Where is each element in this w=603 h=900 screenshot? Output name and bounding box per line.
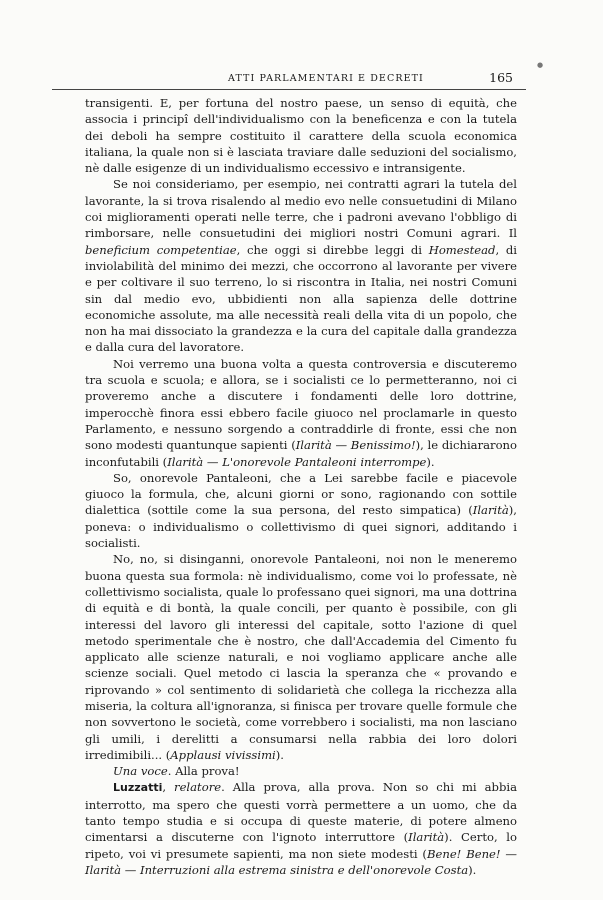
paragraph-3: Noi verremo una buona volta a questa controversia e discuteremo tra scuola e scuola; e allora, se i socialisti ce lo permetteranno, noi ci proveremo anche a discutere i fondamenti delle loro dottrine, imperocchè finora essi ebbero facile giuoco nel proclamarle in questo Parlamento, e nessuno sorgendo a contraddirle di fronte, essi che non sono modesti quantunque sapienti (Ilarità — Benissimo!), le dichiararono inconfutabili (Ilarità — L'onorevole Pantaleoni interrompe). xyxy=(85,356,517,469)
paragraph-5: No, no, si disinganni, onorevole Pantaleoni, noi non le meneremo buona questa sua formola: nè individualismo, come voi lo professate, nè collettivismo socialista, quale lo professano quei signori, ma una dottrina di equità e di bontà, la quale concili, per quanto è possibile, con gli interessi del lavoro gli interessi del capitale, sotto l'azione di quel metodo sperimentale che è nostro, che dall'Accademia del Cimento fu applicato alle scienze naturali, e noi vogliamo applicare anche alle scienze sociali. Quel metodo ci lascia la speranza che « provando e riprovando » col sentimento di solidarietà che collega la ricchezza alla miseria, la coltura all'ignoranza, si finisca per trovare quelle formule che non sovvertono le società, come vorrebbero i socialisti, ma non lasciano gli umili, i derelitti a consumarsi nella rabbia dei loro dolori irredimibili... (Applausi vivissimi). xyxy=(85,552,517,762)
paragraph-1: transigenti. E, per fortuna del nostro paese, un senso di equità, che associa i principî dell'individualismo con la beneficenza e con la tutela dei deboli ha sempre costituito il carattere della scuola economica italiana, la quale non si è lasciata traviare dalle seduzioni del socialismo, nè dalle esigenze di un individualismo eccessivo e intransigente. xyxy=(85,96,517,176)
paragraph-7: Luzzatti, relatore. Alla prova, alla prova. Non so chi mi abbia interrotto, ma spero che questi vorrà permettere a un uomo, che da tanto tempo studia e si occupa di queste materie, di potere almeno cimentarsi a discuterne con l'ignoto interruttore (Ilarità). Certo, lo ripeto, voi vi presumete sapienti, ma non siete modesti (Bene! Bene! — Ilarità — Interruzioni alla estrema sinistra e dell'onorevole Costa). xyxy=(85,780,518,877)
page-header xyxy=(120,72,513,88)
page-number: 165 xyxy=(489,70,513,85)
paragraph-4: So, onorevole Pantaleoni, che a Lei sarebbe facile e piacevole giuoco la formula, che, alcuni giorni or sono, ragionando con sottile dialettica (sottile come la sua persona, del resto simpatica) (Ilarità), poneva: o individualismo o collettivismo di quei signori, additando i socialisti. xyxy=(85,470,517,551)
header-rule xyxy=(52,89,526,90)
page-mark-icon: ● xyxy=(537,61,544,69)
body-text xyxy=(85,95,517,878)
paragraph-6: Una voce. Alla prova! xyxy=(113,764,240,779)
paragraph-2: Se noi consideriamo, per esempio, nei contratti agrari la tutela del lavorante, la si trova risalendo al medio evo nelle consuetudini di Milano coi miglioramenti operati nelle terre, che i padroni avevano l'obbligo di rimborsare, nelle consuetudini dei migliori nostri Comuni agrari. Il beneficium competentiae, che oggi si direbbe leggi di Homestead, di inviolabilità del minimo dei mezzi, che occorrono al lavorante per vivere e per coltivare il suo terreno, lo si riscontra in Italia, nei nostri Comuni sin dal medio evo, ubbidienti non alla sapienza delle dottrine economiche assolute, ma alle necessità reali della vita di un popolo, che non ha mai dissociato la grandezza e la cura del capitale dalla grandezza e dalla cura del lavoratore. xyxy=(85,177,517,355)
running-title: ATTI PARLAMENTARI E DECRETI xyxy=(228,73,424,84)
speaker-name: Luzzatti xyxy=(113,781,163,795)
